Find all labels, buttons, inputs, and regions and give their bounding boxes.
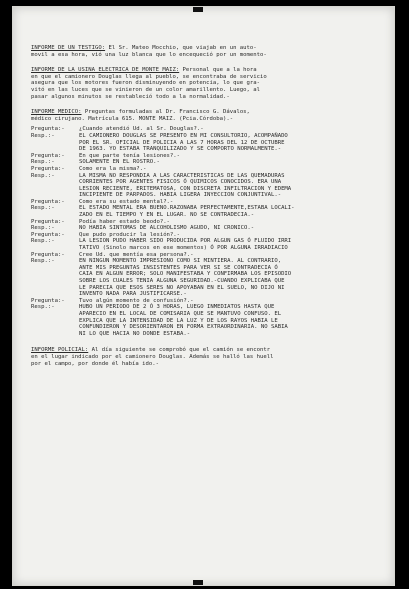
- qa-text: ZADO EN EL TIEMPO Y EN EL LUGAR. NO SE CONTRADECIA.-: [79, 212, 255, 219]
- answer-row: [31, 291, 381, 298]
- answer-row: [31, 192, 381, 199]
- qa-text: En que parte tenía lesiones?.-: [79, 152, 181, 159]
- usina-line: INFORME DE LA USINA ELECTRICA DE MONTE MAIZ: Personal que a la hora: [31, 67, 257, 74]
- qa-text: LA LESION PUDO HABER SIDO PRODUCIDA POR ALGUN GAS Ó FLUIDO IRRI: [79, 238, 292, 245]
- qa-text: POR EL SR. OFICIAL DE POLICIA A LAS 7 HORAS DEL 12 DE OCTUBRE: [79, 139, 285, 146]
- question-row: [31, 252, 381, 259]
- answer-row: [31, 278, 381, 285]
- qa-text: INVENTO NADA PARA JUSTIFICARSE.-: [79, 291, 187, 298]
- qa-text: APARECIO EN EL LOCAL DE COMISARIA QUE SE MANTUVO CONFUSO. EL: [79, 310, 282, 317]
- qa-label: Pregunta:-: [31, 152, 65, 159]
- document-page: [12, 6, 395, 586]
- answer-row: [31, 245, 381, 252]
- qa-label: [31, 271, 79, 278]
- qa-label: Pregunta:-: [31, 251, 65, 258]
- answer-row: [31, 146, 381, 153]
- medico-line: médico cirujano. Matrícula 615. MONTE MAIZ. (Pcia.Córdoba).-: [31, 115, 234, 122]
- testigo-line: INFORME DE UN TESTIGO: El Sr. Mateo Mocchio, que viajab en un auto-: [31, 45, 257, 51]
- qa-text: Como era su estado mental?.-: [79, 198, 174, 205]
- qa-label: [31, 324, 79, 331]
- qa-label: [31, 140, 79, 147]
- qa-text: DE 1963. YO ESTABA TRANQUILIZADO Y SE COMPORTO NORMALMENTE.-: [79, 146, 282, 153]
- qa-text: Como era la misma?.-: [79, 165, 147, 172]
- answer-row: [31, 212, 381, 219]
- answer-row: [31, 311, 381, 318]
- section-medico: [31, 109, 381, 122]
- qa-label: [31, 318, 79, 325]
- answer-row: [31, 159, 381, 166]
- medico-line: INFORME MEDICO: Preguntas formuladas al Dr. Francisco G. Dávalos,: [31, 109, 250, 116]
- qa-label: Pregunta:-: [31, 126, 65, 133]
- section-testigo: [31, 45, 381, 58]
- answer-row: [31, 265, 381, 272]
- answer-row: [31, 258, 381, 265]
- qa-text: INCIPIENTE DE PARPADOS. HABIA LIGERA INYECCION CONJUNTIVAL.-: [79, 192, 282, 199]
- qa-label: Pregunta:-: [31, 218, 65, 225]
- qa-label: Resp.:-: [31, 304, 55, 311]
- qa-text: Que pudo producir la lesión?.-: [79, 231, 181, 238]
- qa-text: TATIVO (Sinolo marcos en ese momentos) Ó POR ALGUNA IRRADIACIO: [79, 245, 288, 252]
- qa-text: ¿Cuando atendió Ud. al Sr. Douglas?.-: [79, 126, 204, 133]
- answer-row: [31, 285, 381, 292]
- answer-row: [31, 304, 381, 311]
- qa-label: [31, 186, 79, 193]
- section-heading: INFORME DE UN TESTIGO:: [31, 45, 106, 51]
- qa-label: [31, 245, 79, 252]
- qa-label: Resp.:-: [31, 172, 55, 179]
- answer-row: [31, 271, 381, 278]
- qa-text: Podía haber estado beodo?.-: [79, 218, 170, 225]
- qa-text: CORRIENTES POR AGENTES FISICOS Ó QUIMICOS CONOCIDOS. ERA UNA: [79, 179, 282, 186]
- qa-label: Resp.:-: [31, 205, 55, 212]
- qa-label: [31, 285, 79, 292]
- answer-row: [31, 225, 381, 232]
- usina-line: pasar algunos minutos se restableció todo a la normalidad.-: [31, 93, 230, 100]
- qa-label: [31, 331, 79, 338]
- qa-label: [31, 146, 79, 153]
- qa-label: Resp.:-: [31, 132, 55, 139]
- question-row: [31, 219, 381, 226]
- qa-label: [31, 179, 79, 186]
- answer-row: [31, 331, 381, 338]
- qa-label: [31, 192, 79, 199]
- frame-notch-bottom: [193, 580, 203, 585]
- section-heading: INFORME POLICIAL:: [31, 347, 89, 354]
- answer-row: [31, 186, 381, 193]
- qa-text: Tuvo algún momento de confusión?.-: [79, 297, 194, 304]
- policial-line: INFORME POLICIAL: Al día siguiente se comprobó que el camión se encontr: [31, 347, 271, 354]
- qa-label: [31, 311, 79, 318]
- qa-text: CONFUNDIERON Y DESORIENTARON EN FORMA EXTRAORDINARIA. NO SABIA: [79, 324, 288, 331]
- qa-text: EL CAMIONERO DOUGLAS SE PRESENTO EN MI CONSULTORIO, ACOMPAÑADO: [79, 132, 288, 139]
- usina-line: vitó en las luces que se vinieron de un color amarillento. Luego, al: [31, 86, 261, 93]
- answer-row: [31, 205, 381, 212]
- answer-row: [31, 140, 381, 147]
- qa-text: SOLAMENTE EN EL ROSTRO.-: [79, 159, 160, 166]
- qa-label: Pregunta:-: [31, 297, 65, 304]
- qa-text: NO HABIA SINTOMAS DE ALCOHOLISMO AGUDO, NI CRONICO.-: [79, 225, 255, 232]
- section-heading: INFORME MEDICO:: [31, 109, 82, 116]
- qa-text: LA MISMA NO RESPONDIA A LAS CARACTERISTICAS DE LAS QUEMADURAS: [79, 172, 285, 179]
- question-row: [31, 199, 381, 206]
- qa-label: Pregunta:-: [31, 165, 65, 172]
- qa-text: NI LO QUE HACIA NO DONDE ESTABA.-: [79, 330, 191, 337]
- qa-text: ANTE MIS PREGUNTAS INSISTENTES PARA VER SI SE CONTRADECIA Ó: [79, 264, 278, 271]
- question-row: [31, 126, 381, 133]
- qa-label: [31, 278, 79, 285]
- qa-label: Resp.:-: [31, 225, 55, 232]
- frame-notch-top: [193, 7, 203, 12]
- qa-text: LESION RECIENTE, ERITEMATOSA, CON DISCRETA INFILTRACION Y EDEMA: [79, 185, 292, 192]
- answer-row: [31, 324, 381, 331]
- usina-line: en que el camionero Douglas llega al pueblo, se encontraba de servicio: [31, 73, 267, 80]
- testigo-line: movil a esa hora, vió una luz blanca que lo encequeció por un momento-: [31, 51, 267, 58]
- qa-text: EXPLICA QUE LA INTENSIDAD DE LA LUZ Y DE LOS RAYOS HABIA LE: [79, 317, 278, 324]
- qa-label: Resp.:-: [31, 258, 55, 265]
- answer-row: [31, 179, 381, 186]
- qa-label: Resp.:-: [31, 159, 55, 166]
- qa-text: HUBO UN PERIODO DE 2 Ó 3 HORAS, LUEGO INMEDIATOS HASTA QUE: [79, 304, 275, 311]
- qa-text: SOBRE LOS CUALES TENIA ALGUNA SEGURIDAD.-CUANDO EXPLICABA QUE: [79, 278, 285, 284]
- section-heading: INFORME DE LA USINA ELECTRICA DE MONTE MAIZ:: [31, 67, 180, 74]
- question-row: [31, 153, 381, 160]
- answer-row: [31, 318, 381, 325]
- qa-label: [31, 265, 79, 272]
- qa-text: EN NINGUN MOMENTO IMPRESIONO COMO SI MINTIERA. AL CONTRARIO,: [79, 258, 282, 265]
- qa-label: Pregunta:-: [31, 231, 65, 238]
- qa-text: EL ESTADO MENTAL ERA BUENO.RAZONABA PERFECTAMENTE,ESTABA LOCALI-: [79, 205, 295, 212]
- policial-line: en el lugar indicado por el camionero Douglas. Además se halló las huell: [31, 353, 274, 360]
- question-row: [31, 166, 381, 173]
- qa-label: [31, 212, 79, 219]
- answer-row: [31, 133, 381, 140]
- section-usina: [31, 67, 381, 100]
- policial-line: por el campo, por donde él había ido.-: [31, 360, 159, 367]
- qa-label: Pregunta:-: [31, 198, 65, 205]
- qa-label: [31, 291, 79, 298]
- qa-text: CAIA EN ALGUN ERROR; SOLO MANIFESTABA Y CONFIRMABA LOS EPISODIO: [79, 271, 292, 278]
- usina-line: asegura que los motores fueron disminuyendo en potencia, lo que gra-: [31, 80, 261, 87]
- document-body: [31, 45, 381, 376]
- qa-label: Resp.:-: [31, 238, 55, 245]
- qa-text: Cree Ud. que mentía esa persona?.-: [79, 251, 194, 258]
- qa-text: LE PARECIA QUE ESOS SERES NO APOYABAN EN EL SUELO, NO DIJO NI: [79, 284, 285, 291]
- medical-qa-list: [31, 126, 381, 337]
- section-policial: [31, 347, 381, 367]
